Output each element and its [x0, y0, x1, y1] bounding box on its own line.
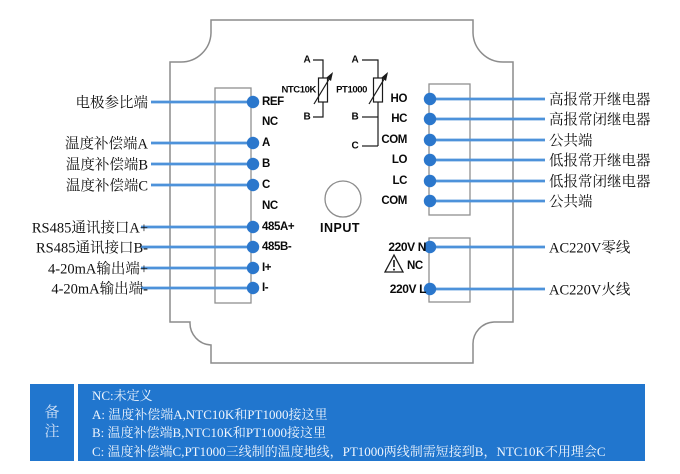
pt-pin-b: B: [351, 111, 359, 123]
terminal-dot: [424, 93, 436, 105]
terminal-dot: [424, 113, 436, 125]
terminal-b: B: [262, 158, 270, 170]
terminal-a: A: [262, 137, 270, 149]
left-terminal-block: [215, 88, 251, 303]
terminal-dot: [247, 262, 259, 274]
note-line-c: C: 温度补偿端C,PT1000三线制的温度地线，PT1000两线制需短接到B，NTC10K不用理会C: [92, 443, 606, 459]
terminal-dot: [247, 221, 259, 233]
terminal-lo: LO: [391, 154, 407, 166]
label-rs485-a: RS485通讯接口A+: [31, 220, 148, 237]
relay-terminal-block: [429, 84, 470, 215]
label-ac-live: AC220V火线: [549, 282, 631, 299]
pt-pin-a: A: [351, 54, 359, 66]
notes-body-cell: [78, 384, 645, 461]
terminal-ref: REF: [262, 96, 284, 108]
terminal-dot: [247, 241, 259, 253]
terminal-lc: LC: [392, 175, 407, 187]
terminal-com-1: COM: [381, 134, 407, 146]
terminal-hc: HC: [391, 113, 407, 125]
pt-name: PT1000: [336, 84, 367, 96]
terminal-nc-1: NC: [262, 116, 278, 128]
ntc-pin-a: A: [303, 54, 311, 66]
terminal-nc-power: NC: [407, 260, 423, 272]
terminal-dot: [424, 195, 436, 207]
terminal-485b: 485B-: [262, 241, 292, 253]
terminal-dot: [247, 137, 259, 149]
terminal-dot: [247, 282, 259, 294]
label-420ma-plus: 4-20mA输出端+: [47, 261, 148, 278]
label-high-no-relay: 高报常开继电器: [549, 92, 651, 109]
notes-title-text: 备注: [44, 404, 60, 440]
label-rs485-b: RS485通讯接口B-: [36, 240, 148, 257]
right-wires: [430, 99, 545, 289]
label-temp-comp-b: 温度补偿端B: [65, 157, 148, 174]
terminal-220v-l: 220V L: [389, 282, 426, 296]
notes-table: [30, 384, 645, 461]
label-ac-neutral: AC220V零线: [549, 240, 631, 257]
ntc-name: NTC10K: [281, 84, 316, 96]
ntc-pin-b: B: [303, 111, 311, 123]
terminal-dot: [247, 179, 259, 191]
label-420ma-minus: 4-20mA输出端-: [51, 281, 148, 298]
terminal-i-plus: I+: [262, 262, 272, 274]
panel-outline: [170, 20, 513, 363]
terminal-nc-2: NC: [262, 200, 278, 212]
label-high-nc-relay: 高报常闭继电器: [549, 112, 651, 129]
terminal-dot: [247, 158, 259, 170]
label-temp-comp-a: 温度补偿端A: [65, 136, 148, 153]
left-wires: [141, 102, 253, 288]
terminal-com-2: COM: [381, 195, 407, 207]
note-line-a: A: 温度补偿端A,NTC10K和PT1000接这里: [92, 406, 328, 422]
note-line-nc: NC:未定义: [92, 388, 153, 403]
terminal-485a: 485A+: [262, 221, 295, 233]
terminal-220v-n: 220V N: [388, 240, 426, 254]
terminal-dot: [247, 96, 259, 108]
label-common-2: 公共端: [549, 194, 593, 211]
notes-title-cell: [30, 384, 74, 461]
label-common-1: 公共端: [549, 133, 593, 150]
terminal-i-minus: I-: [262, 282, 269, 294]
warning-icon: [385, 255, 403, 272]
label-low-nc-relay: 低报常闭继电器: [549, 174, 651, 191]
terminal-c: C: [262, 179, 270, 191]
terminal-dot: [424, 175, 436, 187]
pt-pin-c: C: [351, 140, 359, 152]
terminal-dot: [424, 154, 436, 166]
terminal-dot: [424, 134, 436, 146]
label-low-no-relay: 低报常开继电器: [549, 153, 651, 170]
label-temp-comp-c: 温度补偿端C: [65, 178, 148, 195]
input-label: INPUT: [320, 221, 360, 235]
label-electrode-ref: 电极参比端: [75, 95, 148, 112]
terminal-ho: HO: [390, 93, 407, 105]
note-line-b: B: 温度补偿端B,NTC10K和PT1000接这里: [92, 425, 327, 440]
